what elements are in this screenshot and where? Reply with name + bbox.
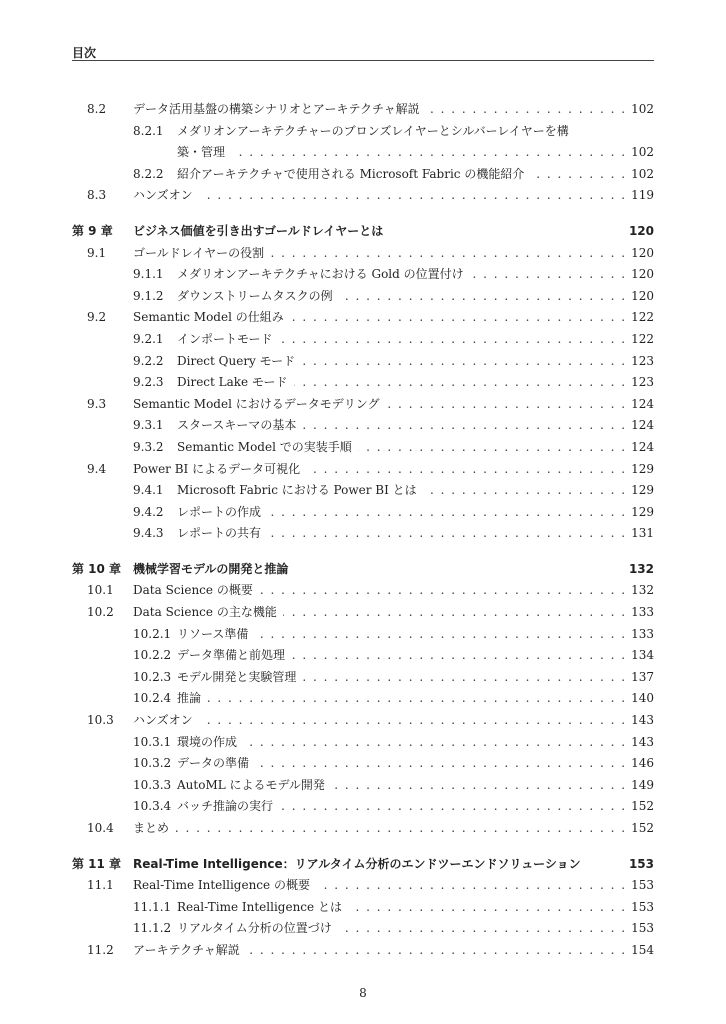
entry-title: 機械学習モデルの開発と推論 [133, 561, 289, 576]
entry-page: 132 [631, 583, 654, 598]
dot-leader [306, 459, 625, 481]
entry-number: 9.2.2 [133, 353, 164, 368]
entry-title: ゴールドレイヤーの役割 [133, 245, 265, 260]
entry-number: 10.2.4 [133, 691, 172, 706]
entry-number: 8.2.1 [133, 123, 164, 138]
entry-number: 10.3 [87, 713, 114, 728]
toc-entry[interactable] [72, 142, 654, 164]
entry-page: 133 [631, 605, 654, 620]
entry-number: 9.1.2 [133, 288, 164, 303]
entry-title: データ活用基盤の構築シナリオとアーキテクチャ解説 [133, 102, 420, 116]
entry-title: 築・管理 [177, 145, 226, 160]
entry-title: メダリオンアーキテクチャーのブロンズレイヤーとシルバーレイヤーを構 [177, 123, 569, 138]
dot-leader [290, 307, 625, 329]
toc-entry[interactable] [72, 243, 654, 265]
toc-entry[interactable] [72, 688, 654, 710]
entry-number: 9.2 [87, 310, 107, 325]
entry-page: 146 [631, 756, 654, 771]
dot-leader [259, 580, 625, 602]
toc-entry[interactable] [72, 897, 654, 919]
entry-title: スタースキーマの基本 [177, 418, 297, 433]
entry-title: ハンズオン [133, 713, 193, 728]
dot-leader [267, 502, 625, 524]
dot-leader [279, 329, 626, 351]
dot-leader [316, 875, 625, 897]
entry-number: 9.3 [87, 396, 107, 411]
toc-entry[interactable] [72, 329, 654, 351]
toc-entry[interactable] [72, 502, 654, 524]
dot-leader [199, 710, 625, 732]
entry-page: 131 [631, 526, 654, 541]
entry-title: Data Science の主な機能 [133, 605, 277, 620]
dot-leader [302, 415, 625, 437]
entry-page: 102 [631, 166, 654, 181]
toc-entry[interactable] [72, 351, 654, 373]
dot-leader [423, 480, 625, 502]
toc-entry[interactable] [72, 753, 654, 775]
entry-number: 10.3.2 [133, 756, 172, 771]
entry-title: AutoML によるモデル開発 [177, 777, 325, 792]
entry-title: 推論 [177, 691, 202, 706]
entry-number: 10.3.1 [133, 734, 172, 749]
toc-entry[interactable] [72, 523, 654, 545]
entry-number: 10.2.1 [133, 626, 172, 641]
entry-title: リソース準備 [177, 626, 249, 641]
entry-title: 環境の作成 [177, 734, 238, 749]
dot-leader [283, 602, 625, 624]
entry-number: 10.2.3 [133, 669, 172, 684]
toc-entry[interactable] [72, 394, 654, 416]
entry-title: Semantic Model の仕組み [133, 310, 284, 325]
entry-number: 11.1.2 [133, 921, 172, 936]
toc-entry[interactable] [72, 875, 654, 897]
entry-page: 119 [631, 188, 654, 203]
toc-entry[interactable] [72, 307, 654, 329]
entry-title: まとめ [133, 821, 170, 835]
dot-leader [426, 99, 625, 121]
dot-leader [254, 624, 625, 646]
toc-entry[interactable] [72, 480, 654, 502]
dot-leader [339, 286, 625, 308]
entry-page: 122 [631, 331, 654, 346]
entry-number: 9.2.1 [133, 331, 164, 346]
toc-entry[interactable] [72, 437, 654, 459]
entry-page: 143 [631, 734, 654, 749]
entry-title: ビジネス価値を引き出すゴールドレイヤーとは [133, 223, 384, 238]
toc-entry[interactable] [72, 624, 654, 646]
dot-leader [207, 688, 625, 710]
entry-title: ダウンストリームタスクの例 [177, 288, 333, 303]
entry-title: Real-Time Intelligence とは [177, 899, 342, 914]
dot-leader [175, 818, 625, 840]
entry-title: Direct Lake モード [177, 375, 288, 390]
dot-leader [358, 437, 625, 459]
dot-leader [246, 940, 625, 962]
entry-number: 第 11 章 [72, 856, 122, 871]
dot-leader [302, 667, 625, 689]
dot-leader [530, 164, 625, 186]
entry-page: 153 [631, 878, 654, 893]
entry-number: 9.1.1 [133, 267, 164, 282]
toc-entry[interactable] [72, 775, 654, 797]
toc-entry[interactable] [72, 286, 654, 308]
entry-title: モデル開発と実験管理 [177, 669, 297, 684]
entry-page: 140 [631, 691, 654, 706]
entry-title: インポートモード [177, 331, 273, 346]
entry-number: 9.4.1 [133, 483, 164, 498]
toc-entry[interactable] [72, 732, 654, 754]
dot-leader [348, 897, 625, 919]
entry-title: メダリオンアーキテクチャにおける Gold の位置付け [177, 267, 464, 282]
entry-number: 10.4 [87, 821, 114, 835]
table-of-contents [72, 99, 654, 962]
entry-page: 124 [631, 396, 654, 411]
entry-page: 129 [631, 483, 654, 498]
entry-number: 8.2.2 [133, 166, 164, 181]
entry-title: データ準備と前処理 [177, 648, 286, 663]
toc-chapter-entry[interactable] [72, 221, 654, 243]
entry-number: 9.3.2 [133, 439, 164, 454]
entry-number: 9.4 [87, 461, 107, 476]
entry-title: レポートの共有 [177, 526, 262, 541]
entry-page: 137 [631, 669, 654, 684]
entry-number: 9.1 [87, 245, 107, 260]
toc-entry[interactable] [72, 918, 654, 940]
entry-page: 102 [631, 145, 654, 160]
toc-entry[interactable] [72, 99, 654, 121]
dot-leader [255, 753, 625, 775]
entry-number: 9.4.2 [133, 504, 164, 519]
entry-number: 第 10 章 [72, 561, 122, 576]
dot-leader [294, 372, 626, 394]
entry-page: 152 [631, 821, 654, 835]
dot-leader [301, 351, 625, 373]
entry-page: 120 [631, 288, 654, 303]
dot-leader [338, 918, 625, 940]
dot-leader [331, 775, 625, 797]
entry-page: 132 [628, 561, 654, 576]
entry-page: 143 [631, 713, 654, 728]
header-rule [72, 60, 654, 61]
entry-page: 123 [631, 353, 654, 368]
dot-leader [267, 523, 625, 545]
entry-number: 11.2 [87, 942, 114, 957]
entry-title: レポートの作成 [177, 504, 262, 519]
dot-leader [199, 185, 625, 207]
toc-entry[interactable] [72, 185, 654, 207]
toc-entry[interactable] [72, 121, 654, 143]
entry-page: 123 [631, 375, 654, 390]
entry-title: Power BI によるデータ可視化 [133, 461, 301, 476]
entry-page: 152 [631, 799, 654, 814]
dot-leader [279, 796, 625, 818]
dot-leader [386, 394, 626, 416]
entry-page: 133 [631, 626, 654, 641]
entry-title: 紹介アーキテクチャで使用される Microsoft Fabric の機能紹介 [177, 166, 525, 181]
entry-page: 124 [631, 418, 654, 433]
entry-page: 122 [631, 310, 654, 325]
entry-title: Semantic Model におけるデータモデリング [133, 396, 380, 411]
entry-title: Semantic Model での実装手順 [177, 439, 352, 454]
entry-title: リアルタイム分析の位置づけ [177, 921, 332, 936]
toc-entry[interactable] [72, 940, 654, 962]
entry-title: Real-Time Intelligence：リアルタイム分析のエンドツーエンドソリューション [133, 856, 581, 871]
dot-leader [291, 645, 625, 667]
dot-leader [470, 264, 625, 286]
entry-title: ハンズオン [133, 188, 193, 203]
entry-page: 129 [631, 461, 654, 476]
dot-leader [243, 732, 625, 754]
toc-entry[interactable] [72, 580, 654, 602]
entry-number: 8.3 [87, 188, 107, 203]
toc-entry[interactable] [72, 415, 654, 437]
toc-chapter-entry[interactable] [72, 559, 654, 581]
entry-page: 149 [631, 777, 654, 792]
entry-number: 11.1 [87, 878, 114, 893]
entry-page: 153 [631, 899, 654, 914]
toc-entry[interactable] [72, 796, 654, 818]
entry-page: 154 [631, 942, 654, 957]
entry-page: 153 [628, 856, 654, 871]
entry-number: 9.4.3 [133, 526, 164, 541]
entry-number: 9.2.3 [133, 375, 164, 390]
page-number: 8 [359, 986, 367, 1000]
entry-page: 120 [631, 267, 654, 282]
entry-number: 11.1.1 [133, 899, 172, 914]
toc-entry[interactable] [72, 667, 654, 689]
entry-page: 124 [631, 439, 654, 454]
toc-entry[interactable] [72, 164, 654, 186]
entry-number: 10.2.2 [133, 648, 172, 663]
entry-number: 10.1 [87, 583, 114, 598]
entry-title: Direct Query モード [177, 353, 296, 368]
entry-page: 134 [631, 648, 654, 663]
toc-entry[interactable] [72, 710, 654, 732]
dot-leader [231, 142, 625, 164]
dot-leader [270, 243, 625, 265]
entry-title: アーキテクチャ解説 [133, 942, 240, 957]
entry-title: バッチ推論の実行 [177, 799, 274, 814]
entry-number: 10.3.4 [133, 799, 172, 814]
entry-page: 120 [628, 223, 654, 238]
entry-number: 第 9 章 [72, 223, 113, 238]
entry-page: 102 [631, 102, 654, 116]
toc-entry[interactable] [72, 459, 654, 481]
toc-entry[interactable] [72, 645, 654, 667]
entry-title: Real-Time Intelligence の概要 [133, 878, 310, 893]
toc-chapter-entry[interactable] [72, 854, 654, 876]
entry-page: 129 [631, 504, 654, 519]
entry-number: 8.2 [87, 102, 107, 116]
toc-entry[interactable] [72, 372, 654, 394]
toc-entry[interactable] [72, 818, 654, 840]
entry-number: 10.3.3 [133, 777, 172, 792]
entry-title: データの準備 [177, 756, 250, 771]
entry-number: 9.3.1 [133, 418, 164, 433]
entry-number: 10.2 [87, 605, 114, 620]
entry-title: Microsoft Fabric における Power BI とは [177, 483, 417, 498]
toc-entry[interactable] [72, 602, 654, 624]
entry-page: 120 [631, 245, 654, 260]
toc-entry[interactable] [72, 264, 654, 286]
entry-page: 153 [631, 921, 654, 936]
entry-title: Data Science の概要 [133, 583, 253, 598]
running-header: 目次 [72, 46, 97, 60]
